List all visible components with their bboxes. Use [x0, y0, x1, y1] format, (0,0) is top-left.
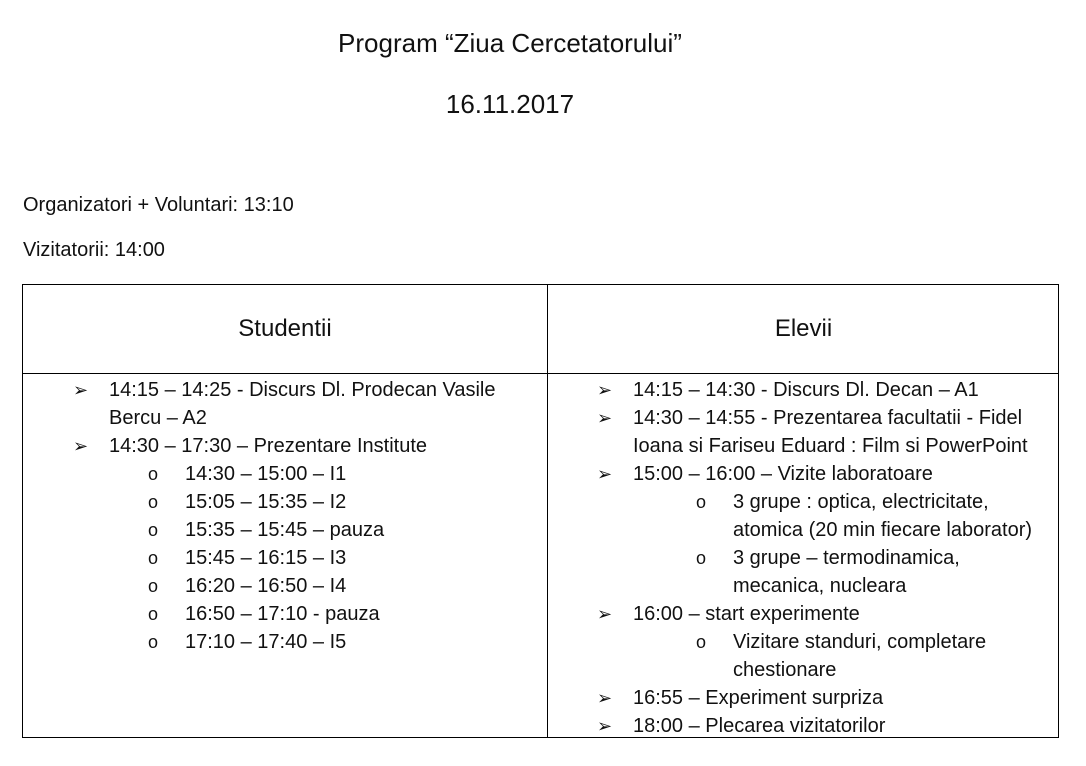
studentii-item-text: 16:20 – 16:50 – I4 — [185, 575, 347, 597]
studentii-list-item — [23, 516, 547, 544]
header-studentii: Studentii — [238, 315, 332, 342]
studentii-list-item — [23, 572, 547, 600]
elevii-list-item — [548, 460, 1059, 488]
circle-bullet-icon: o — [148, 548, 159, 568]
arrow-bullet-icon: ➢ — [73, 380, 89, 400]
elevii-item-text: 14:30 – 14:55 - Prezentarea facultatii - Fidel Ioana si Fariseu Eduard : Film si PowerPoint — [633, 407, 1028, 457]
studentii-item-text: 17:10 – 17:40 – I5 — [185, 631, 347, 653]
elevii-item-text: 3 grupe : optica, electricitate, atomica (20 min fiecare laborator) — [733, 491, 1033, 541]
circle-bullet-icon: o — [148, 520, 159, 540]
circle-bullet-icon: o — [148, 632, 159, 652]
elevii-list-item — [548, 684, 1059, 712]
arrow-bullet-icon: ➢ — [597, 380, 613, 400]
elevii-list-item — [548, 628, 1059, 684]
elevii-list-item — [548, 376, 1059, 404]
circle-bullet-icon: o — [696, 632, 707, 652]
header-elevii: Elevii — [774, 315, 833, 342]
circle-bullet-icon: o — [696, 548, 707, 568]
studentii-list-item — [23, 544, 547, 572]
studentii-list-item — [23, 460, 547, 488]
arrow-bullet-icon: ➢ — [597, 604, 613, 624]
studentii-item-text: 14:30 – 17:30 – Prezentare Institute — [109, 435, 427, 457]
studentii-item-text: 14:30 – 15:00 – I1 — [185, 463, 347, 485]
elevii-item-text: 16:55 – Experiment surpriza — [633, 687, 884, 709]
studentii-list-item — [23, 376, 547, 432]
circle-bullet-icon: o — [148, 604, 159, 624]
studentii-list-item — [23, 628, 547, 656]
program-title: Program “Ziua Cercetatorului” — [338, 28, 682, 58]
studentii-list-item — [23, 432, 547, 460]
organizers-time: Organizatori + Voluntari: 13:10 — [23, 194, 294, 216]
elevii-item-text: 18:00 – Plecarea vizitatorilor — [633, 715, 886, 737]
elevii-list-item — [548, 488, 1059, 544]
elevii-item-text: 14:15 – 14:30 - Discurs Dl. Decan – A1 — [633, 379, 979, 401]
studentii-list-item — [23, 600, 547, 628]
schedule-table — [22, 284, 1059, 738]
arrow-bullet-icon: ➢ — [597, 688, 613, 708]
elevii-list-item — [548, 404, 1059, 460]
elevii-item-text: 3 grupe – termodinamica, mecanica, nucleara — [733, 547, 960, 597]
arrow-bullet-icon: ➢ — [597, 408, 613, 428]
arrow-bullet-icon: ➢ — [597, 464, 613, 484]
studentii-item-text: 14:15 – 14:25 - Discurs Dl. Prodecan Vasile Bercu – A2 — [109, 379, 496, 429]
circle-bullet-icon: o — [696, 492, 707, 512]
circle-bullet-icon: o — [148, 492, 159, 512]
elevii-item-text: Vizitare standuri, completare chestionare — [733, 631, 987, 681]
studentii-item-text: 16:50 – 17:10 - pauza — [185, 603, 380, 625]
header-divider — [23, 373, 1058, 374]
circle-bullet-icon: o — [148, 464, 159, 484]
studentii-list-item — [23, 488, 547, 516]
elevii-schedule-list — [548, 376, 1059, 740]
elevii-item-text: 15:00 – 16:00 – Vizite laboratoare — [633, 463, 933, 485]
studentii-item-text: 15:35 – 15:45 – pauza — [185, 519, 385, 541]
studentii-item-text: 15:05 – 15:35 – I2 — [185, 491, 347, 513]
arrow-bullet-icon: ➢ — [597, 716, 613, 736]
visitors-time: Vizitatorii: 14:00 — [23, 239, 165, 261]
elevii-item-text: 16:00 – start experimente — [633, 603, 860, 625]
elevii-list-item — [548, 712, 1059, 740]
arrow-bullet-icon: ➢ — [73, 436, 89, 456]
studentii-schedule-list — [23, 376, 547, 656]
circle-bullet-icon: o — [148, 576, 159, 596]
elevii-list-item — [548, 600, 1059, 628]
elevii-list-item — [548, 544, 1059, 600]
studentii-item-text: 15:45 – 16:15 – I3 — [185, 547, 347, 569]
program-date: 16.11.2017 — [445, 89, 575, 119]
